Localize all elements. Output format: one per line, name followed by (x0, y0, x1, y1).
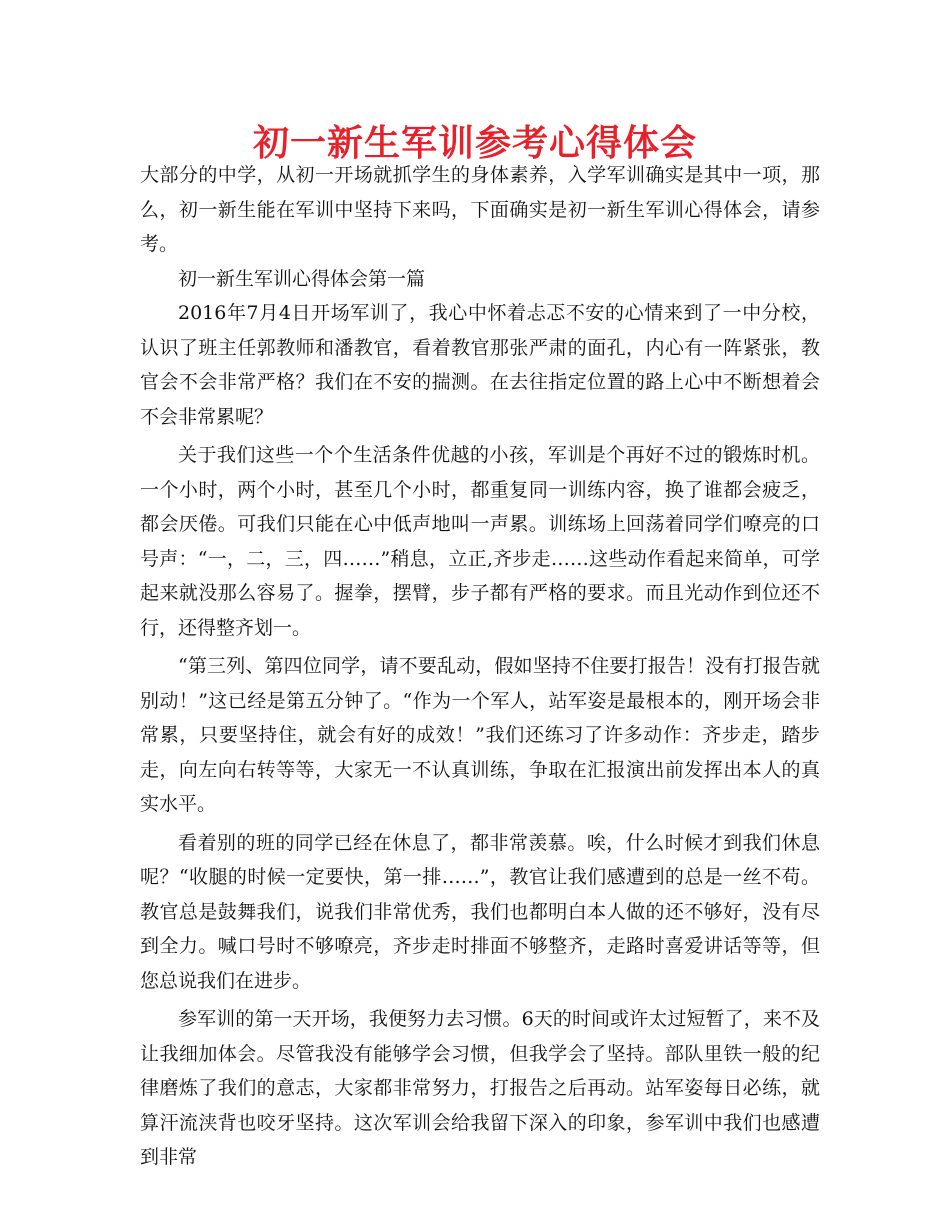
document-body (140, 158, 820, 1175)
body-paragraph: 参军训的第一天开场，我便努力去习惯。6天的时间或许太过短暂了，来不及让我细加体会。尽管我没有能够学会习惯，但我学会了坚持。部队里铁一般的纪律磨炼了我们的意志，大家都非常努力，打报告之后再动。站军姿每日必练，就算汗流浃背也咬牙坚持。这次军训会给我留下深入的印象，参军训中我们也感遭到非常 (140, 1008, 820, 1168)
intro-paragraph: 大部分的中学，从初一开场就抓学生的身体素养，入学军训确实是其中一项，那么，初一新生能在军训中坚持下来吗，下面确实是初一新生军训心得体会，请参考。 (140, 164, 820, 255)
document-title: 初一新生军训参考心得体会 (252, 123, 697, 164)
body-paragraph: 关于我们这些一个个生活条件优越的小孩，军训是个再好不过的锻炼时机。一个小时，两个小时，甚至几个小时，都重复同一训练内容，换了谁都会疲乏，都会厌倦。可我们只能在心中低声地叫一声累。训练场上回荡着同学们嘹亮的口号声：“一，二，三，四……”稍息，立正,齐步走……这些动作看起来简单，可学起来就没那么容易了。握拳，摆臂，步子都有严格的要求。而且光动作到位还不行，还得整齐划一。 (140, 444, 820, 639)
body-paragraph: 2016年7月4日开场军训了，我心中怀着忐忑不安的心情来到了一中分校，认识了班主任郭教师和潘教官，看着教官那张严肃的面孔，内心有一阵紧张，教官会不会非常严格？我们在不安的揣测。在去往指定位置的路上心中不断想着会不会非常累呢？ (140, 302, 820, 428)
body-paragraph: 看着别的班的同学已经在休息了，都非常羡慕。唉，什么时候才到我们休息呢？“收腿的时候一定要快，第一排……”，教官让我们感遭到的总是一丝不苟。教官总是鼓舞我们，说我们非常优秀，我们也都明白本人做的还不够好，没有尽到全力。喊口号时不够嘹亮，齐步走时排面不够整齐，走路时喜爱讲话等等，但您总说我们在进步。 (140, 831, 820, 992)
body-paragraph: “第三列、第四位同学，请不要乱动，假如坚持不住要打报告！没有打报告就别动！”这已经是第五分钟了。“作为一个军人，站军姿是最根本的，刚开场会非常累，只要坚持住，就会有好的成效！”我们还练习了许多动作：齐步走，踏步走，向左向右转等等，大家无一不认真训练，争取在汇报演出前发挥出本人的真实水平。 (140, 655, 820, 815)
section-heading: 初一新生军训心得体会第一篇 (178, 267, 426, 290)
